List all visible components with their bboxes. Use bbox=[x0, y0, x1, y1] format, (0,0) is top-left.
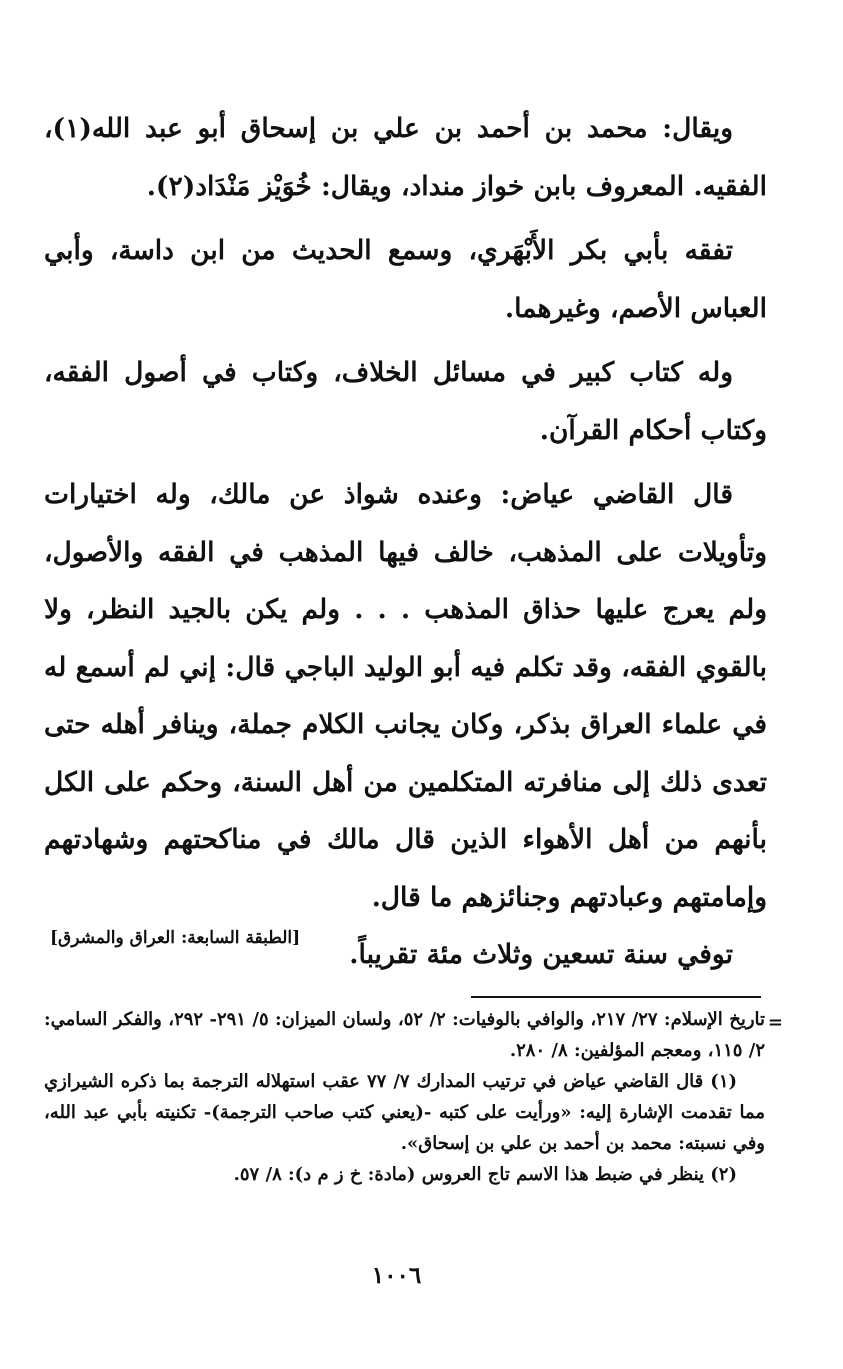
body-text bbox=[44, 100, 767, 984]
paragraph-teachers: تفقه بأبي بكر الأَبْهَري، وسمع الحديث من ابن داسة، وأبي العباس الأصم، وغيرهما. bbox=[44, 235, 767, 324]
footnote-divider bbox=[471, 996, 761, 998]
page-number: ١٠٠٦ bbox=[371, 1262, 422, 1289]
section-note: [الطبقة السابعة: العراق والمشرق] bbox=[50, 928, 301, 948]
paragraph-qadi-iyad: قال القاضي عياض: وعنده شواذ عن مالك، وله اختيارات وتأويلات على المذهب، خالف فيها المذهب في الفقه والأصول، ولم يعرج عليها حذاق المذهب . . . ولم يكن بالجيد النظر، ولا بالقوي الفقه، وقد تكلم فيه أبو الوليد الباجي قال: إني لم أسمع له في علماء العراق بذكر، وكان يجانب الكلام جملة، وينافر أهله حتى تعدى ذلك إلى منافرته المتكلمين من أهل السنة، وحكم على الكل بأنهم من أهل الأهواء الذين قال مالك في مناكحتهم وشهادتهم وإمامتهم وعبادتهم وجنائزهم ما قال. bbox=[44, 479, 767, 913]
paragraph-name: ويقال: محمد بن أحمد بن علي بن إسحاق أبو عبد الله(١)، الفقيه. المعروف بابن خواز منداد، ويقال: خُوَيْز مَنْدَاد(٢). bbox=[44, 113, 767, 202]
continuation-mark: = bbox=[767, 1012, 783, 1033]
footnote-2: (٢) ينظر في ضبط هذا الاسم تاج العروس (مادة: خ ز م د): ٨/ ٥٧. bbox=[233, 1164, 737, 1185]
paragraph-death: توفي سنة تسعين وثلاث مئة تقريباً. bbox=[349, 939, 733, 970]
footnote-continued: تاريخ الإسلام: ٢٧/ ٢١٧، والوافي بالوفيات: ٢/ ٥٢، ولسان الميزان: ٥/ ٢٩١- ٢٩٢، والفكر السامي: ٢/ ١١٥، ومعجم المؤلفين: ٨/ ٢٨٠. bbox=[44, 1009, 766, 1061]
paragraph-works: وله كتاب كبير في مسائل الخلاف، وكتاب في أصول الفقه، وكتاب أحكام القرآن. bbox=[44, 357, 767, 446]
footnote-1: (١) قال القاضي عياض في ترتيب المدارك ٧/ ٧٧ عقب استهلاله الترجمة بما ذكره الشيرازي مما تقدمت الإشارة إليه: «ورأيت على كتبه -(يعني كتب صاحب الترجمة)- تكنيته بأبي عبد الله، وفي نسبته: محمد بن أحمد بن علي بن إسحاق». bbox=[44, 1071, 765, 1154]
footnotes bbox=[44, 1004, 765, 1190]
